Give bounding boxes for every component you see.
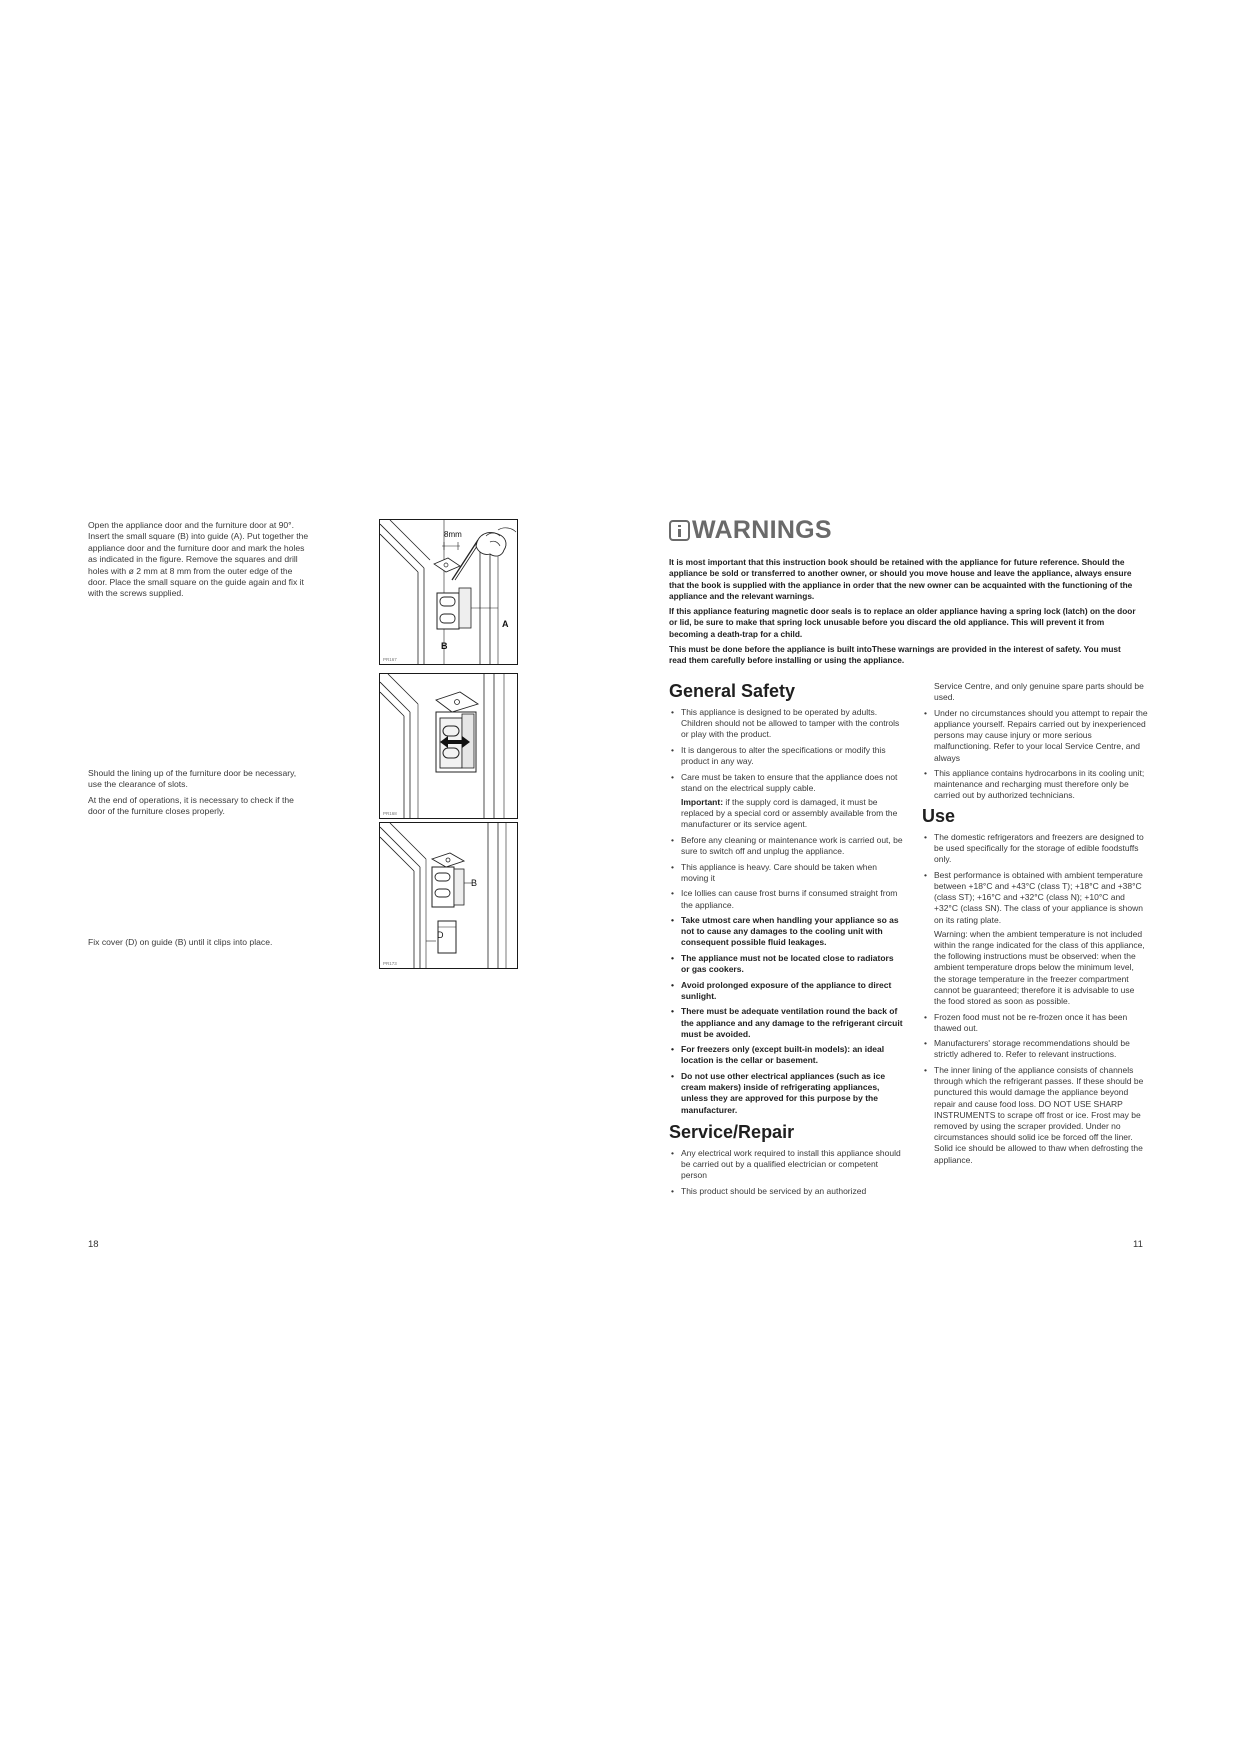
- list-item: • Before any cleaning or maintenance work is carried out, be sure to switch off and unplug the appliance.: [669, 835, 903, 857]
- step-3-text: At the end of operations, it is necessary to check if the door of the furniture closes properly.: [88, 794, 294, 817]
- list-item: • Do not use other electrical appliances (such as ice cream makers) inside of refrigerating appliances, unless they are approved for this purpose by the manufacturer.: [669, 1071, 903, 1116]
- list-item: • This appliance is designed to be operated by adults. Children should not be allowed to tamper with the controls or play with the product.: [669, 707, 903, 741]
- list-item: • Best performance is obtained with ambient temperature between +18°C and +43°C (class T); +18°C and +38°C (class ST); +16°C and +32°C (class N); +10°C and +32°C (class SN). The class of your appliance is shown on its rating plate. Warning: when the ambient temperature is not included within the range indicated for the class of this appliance, the following instructions must be observed: when the ambient temperature drops below the minimum level, the storage temperature in the freezer compartment cannot be guaranteed; therefore it is advisable to use the food stored as soon as possible.: [922, 870, 1148, 1007]
- label-b: B: [441, 641, 448, 651]
- figure-adjust-slots: [379, 673, 518, 819]
- list-item: • The inner lining of the appliance consists of channels through which the refrigerant passes. If these should be punctured this would damage the appliance beyond repair and cause food loss. DO NOT USE SHARP INSTRUMENTS to scrape off frost or ice. Frost may be removed by using the scraper provided. Under no circumstances should solid ice be forced off the liner. Solid ice should be allowed to thaw when defrosting the appliance.: [922, 1065, 1148, 1166]
- figure-fix-cover: [379, 822, 518, 969]
- instruction-step-4: [88, 937, 310, 952]
- general-safety-list: [669, 707, 903, 1116]
- list-item: • Care must be taken to ensure that the appliance does not stand on the electrical supply cable. Important: if the supply cord is damaged, it must be replaced by a special cord or assembly available from the manufacturer or its service agent.: [669, 772, 903, 831]
- intro-paragraph: If this appliance featuring magnetic door seals is to replace an older appliance having a spring lock (latch) on the door or lid, be sure to make that spring lock unusable before you discard the old appliance. This will prevent it from becoming a death-trap for a child.: [669, 606, 1136, 639]
- dimension-label: 8mm: [444, 530, 462, 539]
- step-4-text: Fix cover (D) on guide (B) until it clips into place.: [88, 937, 273, 947]
- right-page-number: 11: [1133, 1239, 1143, 1250]
- figure-mark-holes: [379, 519, 518, 665]
- service-repair-list: [669, 1148, 903, 1197]
- step-2-text: Should the lining up of the furniture door be necessary, use the clearance of slots.: [88, 768, 297, 790]
- warnings-intro: [669, 557, 1139, 671]
- intro-paragraph: It is most important that this instruction book should be retained with the appliance for future reference. Should the appliance be sold or transferred to another owner, or should you move house and leave the appliance, always ensure that the book is supplied with the appliance in order that the new owner can be acquainted with the functioning of the appliance and the relevant warnings.: [669, 557, 1133, 601]
- use-list: [922, 832, 1148, 1166]
- figure-code: PR173: [383, 961, 397, 966]
- figure-code: PR168: [383, 811, 397, 816]
- list-item: • It is dangerous to alter the specifications or modify this product in any way.: [669, 745, 903, 767]
- list-item: • This appliance is heavy. Care should be taken when moving it: [669, 862, 903, 884]
- label-d: D: [437, 930, 444, 940]
- instruction-step-2: [88, 768, 310, 822]
- step-1-text: Open the appliance door and the furniture door at 90°. Insert the small square (B) into guide (A). Put together the appliance door and the furniture door and mark the holes as indicated in the figure. Remove the squares and drill holes with ø 2 mm at 8 mm from the outer edge of the door. Place the small square on the guide again and fix it with the screws supplied.: [88, 520, 309, 599]
- slot-adjust-illustration: [380, 674, 517, 818]
- left-page-number: 18: [88, 1239, 99, 1250]
- general-safety-heading: General Safety: [669, 681, 796, 701]
- label-a: A: [502, 619, 509, 629]
- intro-paragraph: This must be done before the appliance is built intoThese warnings are provided in the interest of safety. You must read them carefully before installing or using the appliance.: [669, 644, 1121, 666]
- list-item: • Avoid prolonged exposure of the appliance to direct sunlight.: [669, 980, 903, 1002]
- list-item: • Manufacturers' storage recommendations should be strictly adhered to. Refer to relevant instructions.: [922, 1038, 1148, 1060]
- info-icon: [669, 520, 690, 541]
- use-heading: Use: [922, 805, 956, 826]
- column-use: [922, 681, 1148, 1170]
- list-item: • The appliance must not be located close to radiators or gas cookers.: [669, 953, 903, 975]
- list-item: • For freezers only (except built-in models): an ideal location is the cellar or basement.: [669, 1044, 903, 1066]
- door-square-illustration: [380, 520, 517, 664]
- list-item: • Take utmost care when handling your appliance so as not to cause any damages to the cooling unit with consequent possible fluid leakages.: [669, 915, 903, 949]
- list-item: • Frozen food must not be re-frozen once it has been thawed out.: [922, 1012, 1148, 1034]
- list-item: • There must be adequate ventilation round the back of the appliance and any damage to the refrigerant circuit must be avoided.: [669, 1006, 903, 1040]
- label-b: B: [471, 878, 478, 888]
- service-repair-heading: Service/Repair: [669, 1121, 795, 1142]
- list-item-continuation: Service Centre, and only genuine spare parts should be used.: [934, 681, 1144, 703]
- warnings-heading: [669, 516, 832, 545]
- list-item: • Any electrical work required to install this appliance should be carried out by a qualified electrician or competent person: [669, 1148, 903, 1182]
- figure-code: PR167: [383, 657, 397, 662]
- instruction-step-1: [88, 520, 310, 604]
- service-repair-continued: [922, 681, 1148, 802]
- warning-note: Warning: when the ambient temperature is not included within the range indicated for the class of this appliance, the following instructions must be observed: when the ambient temperature drops below the minimum level, the storage temperature in the freezer compartment cannot be guaranteed; therefore it is advisable to use the food stored as soon as possible.: [934, 928, 1145, 1007]
- cover-clip-illustration: [380, 823, 517, 968]
- list-item: • Under no circumstances should you attempt to repair the appliance yourself. Repairs carried out by inexperienced persons may cause injury or more serious malfunctioning. Refer to your local Service Centre, and always: [922, 708, 1148, 764]
- important-note: Important: if the supply cord is damaged, it must be replaced by a special cord or assembly available from the manufacturer or its service agent.: [681, 797, 898, 830]
- column-general-safety: [669, 681, 903, 1201]
- warnings-title: WARNINGS: [692, 516, 832, 544]
- list-item: • The domestic refrigerators and freezers are designed to be used specifically for the storage of edible foodstuffs only.: [922, 832, 1148, 866]
- list-item: • This product should be serviced by an authorized: [669, 1186, 903, 1197]
- list-item: • This appliance contains hydrocarbons in its cooling unit; maintenance and recharging must therefore only be carried out by authorized technicians.: [922, 768, 1148, 802]
- list-item: • Ice lollies can cause frost burns if consumed straight from the appliance.: [669, 888, 903, 910]
